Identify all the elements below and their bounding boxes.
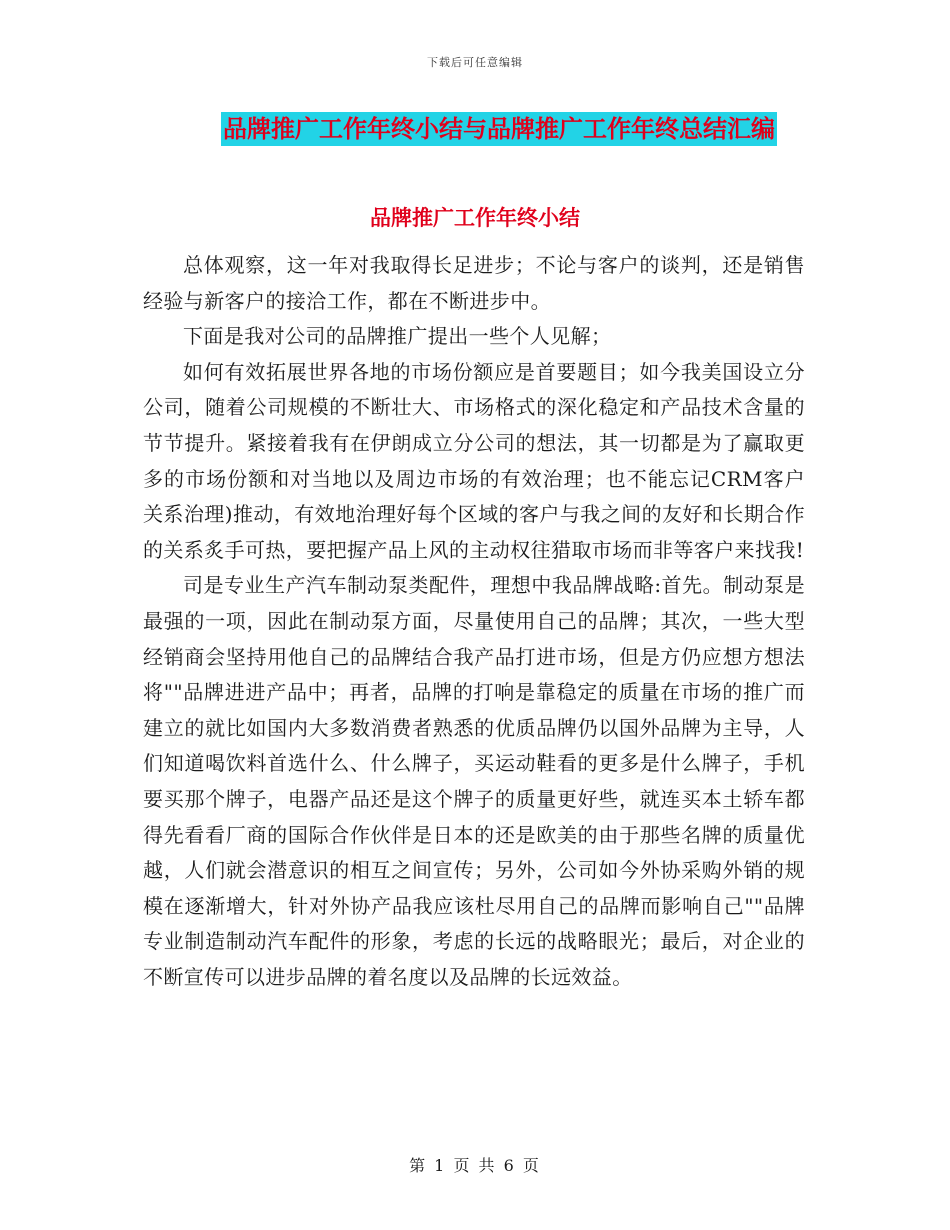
paragraph: 如何有效拓展世界各地的市场份额应是首要题目；如今我美国设立分公司，随着公司规模的不断壮大、市场格式的深化稳定和产品技术含量的节节提升。紧接着我有在伊朗成立分公司的想法，其一切都是为了赢取更多的市场份额和对当地以及周边市场的有效治理；也不能忘记CRM客户关系治理)推动，有效地治理好每个区域的客户与我之间的友好和长期合作的关系炙手可热，要把握产品上风的主动权往猎取市场而非等客户来找我!	[143, 359, 805, 562]
document-title: 品牌推广工作年终小结与品牌推广工作年终总结汇编	[221, 112, 777, 146]
download-note: 下载后可任意编辑	[427, 56, 523, 69]
page-footer: 第 1 页 共 6 页	[409, 1156, 541, 1175]
section-title: 品牌推广工作年终小结	[370, 206, 580, 230]
paragraph: 总体观察，这一年对我取得长足进步；不论与客户的谈判，还是销售经验与新客户的接洽工作，都在不断进步中。	[143, 253, 805, 313]
paragraph: 司是专业生产汽车制动泵类配件，理想中我品牌战略:首先。制动泵是最强的一项，因此在制动泵方面，尽量使用自己的品牌；其次，一些大型经销商会坚持用他自己的品牌结合我产品打进市场，但是方仍应想方想法将""品牌进进产品中；再者，品牌的打响是靠稳定的质量在市场的推广而建立的就比如国内大多数消费者熟悉的优质品牌仍以国外品牌为主导，人们知道喝饮料首选什么、什么牌子，买运动鞋看的更多是什么牌子，手机要买那个牌子，电器产品还是这个牌子的质量更好些，就连买本土轿车都得先看看厂商的国际合作伙伴是日本的还是欧美的由于那些名牌的质量优越，人们就会潜意识的相互之间宣传；另外，公司如今外协采购外销的规模在逐渐增大，针对外协产品我应该杜尽用自己的品牌而影响自己""品牌专业制造制动汽车配件的形象，考虑的长远的战略眼光；最后，对企业的不断宣传可以进步品牌的着名度以及品牌的长远效益。	[143, 573, 805, 989]
document-title-container	[0, 112, 950, 146]
paragraph: 下面是我对公司的品牌推广提出一些个人见解；	[183, 324, 612, 349]
body-text	[143, 248, 805, 995]
